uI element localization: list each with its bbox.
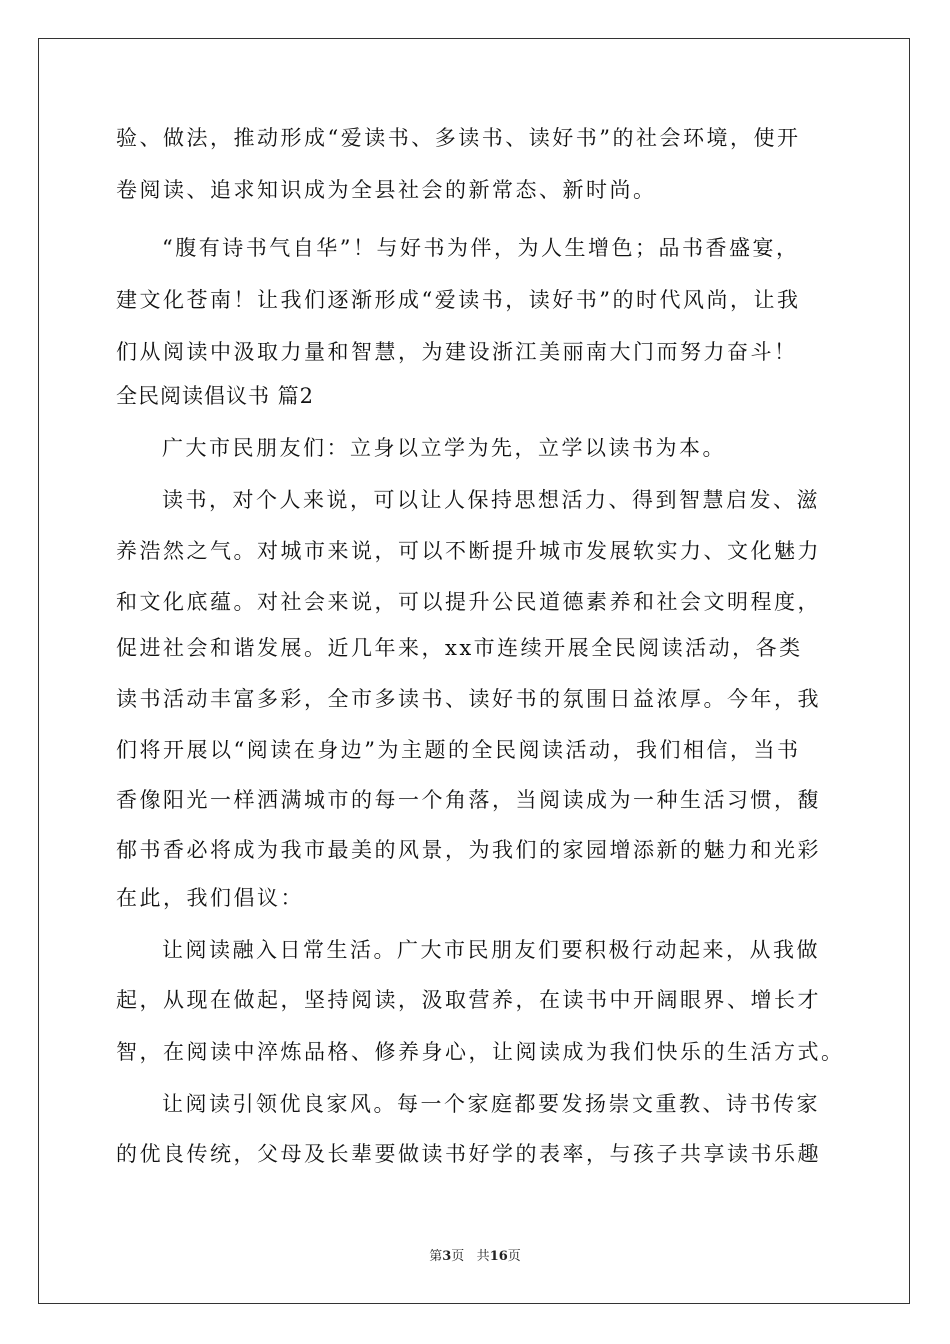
text-line: 读书活动丰富多彩，全市多读书、读好书的氛围日益浓厚。今年，我 [116,687,821,711]
total-unit: 页 [507,1249,521,1264]
text-line: 香像阳光一样洒满城市的每一个角落，当阅读成为一种生活习惯，馥 [116,788,821,812]
section-heading: 全民阅读倡议书 篇2 [116,384,315,408]
text-line: 在此，我们倡议： [116,886,304,910]
text-line: 验、做法，推动形成“爱读书、多读书、读好书”的社会环境，使开 [116,126,801,150]
paragraph-first-line: 让阅读引领优良家风。每一个家庭都要发扬崇文重教、诗书传家 [162,1092,820,1116]
text-line: 智，在阅读中淬炼品格、修养身心，让阅读成为我们快乐的生活方式。 [116,1040,845,1064]
page-total: 16 [489,1249,508,1264]
total-prefix: 共 [476,1249,490,1264]
page-prefix: 第 [429,1249,443,1264]
paragraph-first-line: 让阅读融入日常生活。广大市民朋友们要积极行动起来，从我做 [162,938,820,962]
text-line: 养浩然之气。对城市来说，可以不断提升城市发展软实力、文化魅力 [116,539,821,563]
text-line: 们将开展以“阅读在身边”为主题的全民阅读活动，我们相信，当书 [116,738,801,762]
text-line: 和文化底蕴。对社会来说，可以提升公民道德素养和社会文明程度， [116,590,821,614]
text-line: 郁书香必将成为我市最美的风景，为我们的家园增添新的魅力和光彩 [116,838,821,862]
page-unit: 页 [451,1249,465,1264]
page-footer [0,1248,950,1266]
text-line: 们从阅读中汲取力量和智慧，为建设浙江美丽南大门而努力奋斗！ [116,340,798,364]
text-line: 促进社会和谐发展。近几年来，xx市连续开展全民阅读活动，各类 [116,636,803,660]
salutation: 广大市民朋友们：立身以立学为先，立学以读书为本。 [162,436,726,460]
page-current: 3 [442,1249,452,1264]
text-line: 起，从现在做起，坚持阅读，汲取营养，在读书中开阔眼界、增长才 [116,988,821,1012]
paragraph-first-line: 读书，对个人来说，可以让人保持思想活力、得到智慧启发、滋 [162,488,820,512]
text-line: 的优良传统，父母及长辈要做读书好学的表率，与孩子共享读书乐趣 [116,1142,821,1166]
paragraph-first-line: “腹有诗书气自华”！与好书为伴，为人生增色；品书香盛宴， [162,236,800,260]
text-line: 卷阅读、追求知识成为全县社会的新常态、新时尚。 [116,178,657,202]
text-line: 建文化苍南！让我们逐渐形成“爱读书，读好书”的时代风尚，让我 [116,288,801,312]
